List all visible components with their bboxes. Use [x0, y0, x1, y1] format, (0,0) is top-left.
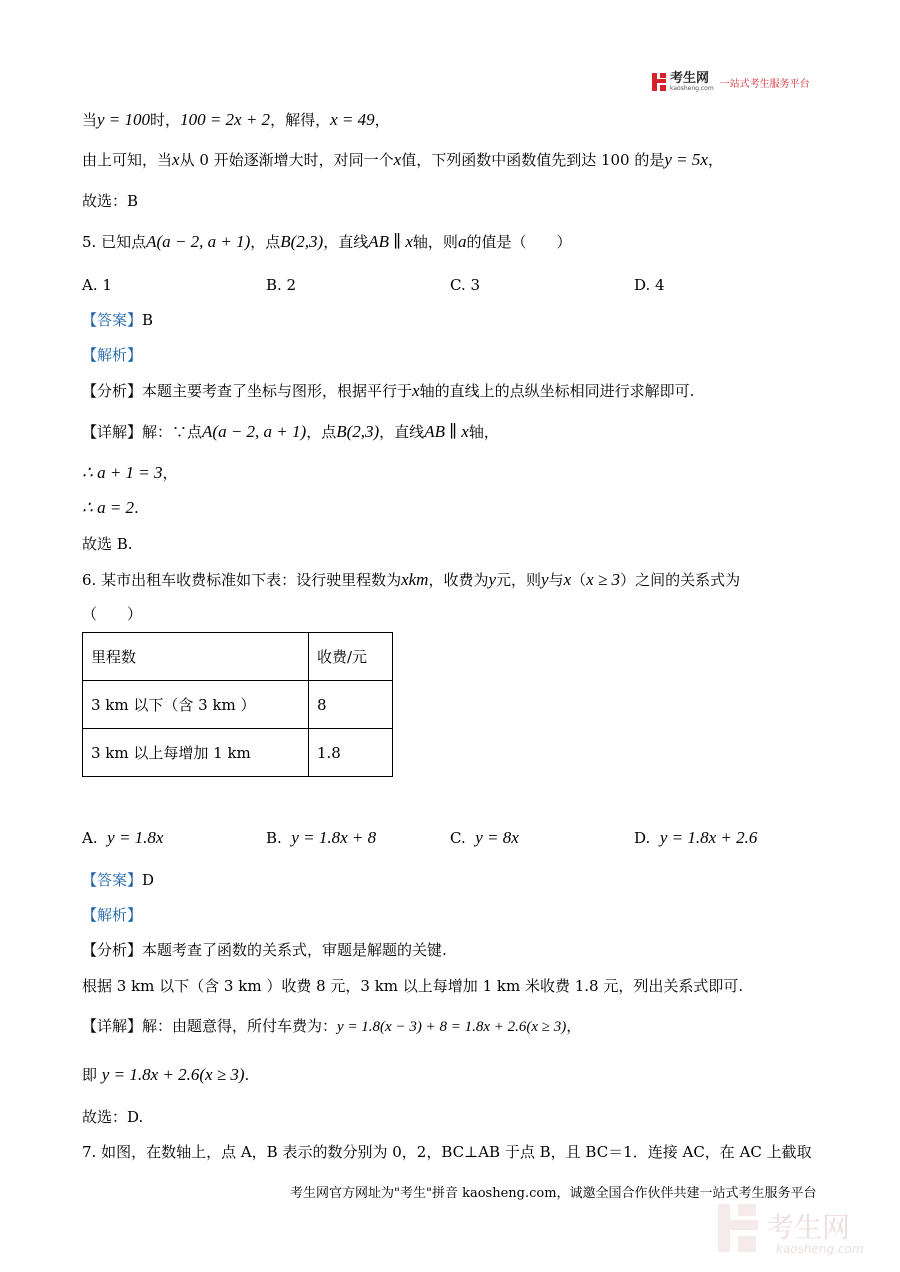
math: y = 1.8x — [107, 828, 164, 847]
text: 值，下列函数中函数值先到达 100 的是 — [401, 151, 665, 169]
text: ， — [707, 151, 723, 169]
math: x — [172, 150, 180, 169]
q6-conclusion: 故选：D. — [82, 1108, 144, 1126]
text: 解：由题意得，所付车费为： — [142, 1017, 338, 1035]
math: AB ∥ x — [424, 422, 469, 441]
math: y — [541, 570, 549, 589]
text: 轴，则 — [412, 233, 458, 251]
q5-conclusion: 故选 B. — [82, 535, 133, 553]
math: A(a − 2, a + 1) — [202, 422, 307, 441]
fenxi-tag: 【分析】 — [82, 941, 143, 959]
math: y = 1.8(x − 3) + 8 = 1.8x + 2.6(x ≥ 3) — [337, 1019, 567, 1035]
q6-option-a — [82, 828, 163, 848]
answer-tag: 【答案】 — [82, 871, 143, 889]
text: 本题考查了函数的关系式，审题是解题的关键. — [142, 941, 447, 959]
text: 5. 已知点 — [82, 233, 147, 251]
text: . — [134, 499, 139, 517]
q5-fenxi — [82, 381, 694, 401]
page-footer: 考生网官方网址为"考生"拼音 kaosheng.com，诚邀全国合作伙伴共建一站式考生服务平台 — [290, 1186, 817, 1201]
text: ，解得， — [270, 111, 331, 129]
watermark-brand: 考生网 — [766, 1211, 851, 1244]
option-letter: C. — [450, 829, 466, 847]
math: ∴ a = 2 — [82, 498, 135, 517]
answer-value: D — [142, 871, 155, 889]
q5-step-2 — [82, 498, 139, 518]
text: 轴的直线上的点纵坐标相同进行求解即可. — [419, 382, 695, 400]
q6-option-b — [266, 828, 376, 848]
logo-brand: 考生网 — [670, 71, 710, 86]
q6-answer — [82, 870, 154, 890]
logo-domain: kaosheng.com — [670, 85, 714, 92]
text: 当 — [82, 111, 98, 129]
detail-tag: 【详解】 — [82, 423, 143, 441]
math: x — [412, 381, 420, 400]
math: y = 8x — [475, 828, 519, 847]
math: xkm — [401, 570, 429, 589]
q6-basis: 根据 3 km 以下（含 3 km ）收费 8 元，3 km 以上每增加 1 km 米收费 1.8 元，列出关系式即可. — [82, 977, 744, 995]
text: ）之间的关系式为 — [620, 571, 741, 589]
table-cell: 3 km 以上每增加 1 km — [83, 729, 309, 777]
text: 本题主要考查了坐标与图形，根据平行于 — [142, 382, 413, 400]
text: ， — [374, 111, 390, 129]
text: （ — [571, 571, 587, 589]
math: y = 1.8x + 8 — [291, 828, 377, 847]
solution-line-2 — [82, 150, 723, 170]
text: ，收费为 — [428, 571, 489, 589]
math: x — [563, 570, 572, 589]
q6-analysis-tag: 【解析】 — [82, 906, 143, 924]
math: B(2,3) — [280, 232, 324, 251]
text: 与 — [548, 571, 564, 589]
table-row — [83, 681, 393, 729]
q5-option-b: B. 2 — [266, 276, 297, 294]
math: AB ∥ x — [368, 232, 413, 251]
solution-line-1 — [82, 110, 390, 130]
kaosheng-logo-icon — [652, 73, 666, 91]
text: 由上可知，当 — [82, 151, 173, 169]
q5-step-1 — [82, 463, 178, 483]
logo-text — [670, 72, 714, 92]
table-cell: 8 — [309, 681, 393, 729]
math: y = 1.8x + 2.6 — [659, 828, 758, 847]
answer-value: B — [142, 311, 154, 329]
text: 解：∵点 — [142, 423, 203, 441]
q5-analysis-tag: 【解析】 — [82, 346, 143, 364]
math: A(a − 2, a + 1) — [146, 232, 251, 251]
table-header-row — [83, 633, 393, 681]
solution-choice: 故选：B — [82, 192, 139, 210]
text: 的值是（ ） — [466, 233, 572, 251]
table-row — [83, 729, 393, 777]
math: y = 1.8x + 2.6(x ≥ 3) — [101, 1065, 245, 1084]
text: ，点 — [306, 423, 337, 441]
q6-detail — [82, 1016, 581, 1037]
table-header-cell: 收费/元 — [309, 633, 393, 681]
q7-stem: 7. 如图，在数轴上，点 A，B 表示的数分别为 0，2，BC⊥AB 于点 B，且 BC＝1．连接 AC，在 AC 上截取 — [82, 1143, 812, 1161]
q5-detail — [82, 422, 499, 442]
option-letter: B. — [266, 829, 282, 847]
text: ，点 — [250, 233, 281, 251]
q5-option-d: D. 4 — [634, 276, 665, 294]
text: ，直线 — [379, 423, 425, 441]
text: 轴， — [468, 423, 499, 441]
text: 元，则 — [496, 571, 542, 589]
q6-option-c — [450, 828, 519, 848]
text: 时， — [150, 111, 181, 129]
watermark-domain: kaosheng.com — [776, 1242, 864, 1256]
q6-stem — [82, 570, 740, 590]
text: 6. 某市出租车收费标准如下表：设行驶里程数为 — [82, 571, 402, 589]
text: 即 — [82, 1066, 98, 1084]
q5-answer — [82, 310, 153, 330]
q5-stem — [82, 232, 571, 252]
fare-table — [82, 632, 393, 777]
q5-option-a: A. 1 — [82, 276, 112, 294]
watermark-logo-icon — [716, 1200, 760, 1256]
option-letter: D. — [634, 829, 651, 847]
fenxi-tag: 【分析】 — [82, 382, 143, 400]
q6-stem-paren: （ ） — [82, 605, 143, 623]
math: x ≥ 3 — [586, 570, 621, 589]
text: ， — [566, 1017, 582, 1035]
option-letter: A. — [82, 829, 98, 847]
q6-fenxi — [82, 940, 447, 960]
table-cell: 3 km 以下（含 3 km ） — [83, 681, 309, 729]
math: B(2,3) — [336, 422, 380, 441]
text: ， — [162, 464, 178, 482]
q6-ji — [82, 1065, 249, 1085]
text: 从 0 开始逐渐增大时，对同一个 — [179, 151, 394, 169]
table-header-cell: 里程数 — [83, 633, 309, 681]
q6-option-d — [634, 828, 757, 848]
math: 100 = 2x + 2 — [180, 110, 271, 129]
math: y — [488, 570, 497, 589]
text: . — [244, 1066, 250, 1084]
math: a — [457, 232, 467, 251]
math: y = 100 — [97, 110, 151, 129]
detail-tag: 【详解】 — [82, 1017, 143, 1035]
math: x — [393, 150, 402, 169]
watermark — [716, 1200, 886, 1260]
math: x = 49 — [330, 110, 375, 129]
text: ，直线 — [323, 233, 369, 251]
math: ∴ a + 1 = 3 — [82, 463, 163, 482]
header-logo — [652, 70, 810, 94]
table-cell: 1.8 — [309, 729, 393, 777]
q5-option-c: C. 3 — [450, 276, 481, 294]
answer-tag: 【答案】 — [82, 311, 143, 329]
logo-slogan: 一站式考生服务平台 — [719, 78, 810, 90]
math: y = 5x — [664, 150, 708, 169]
